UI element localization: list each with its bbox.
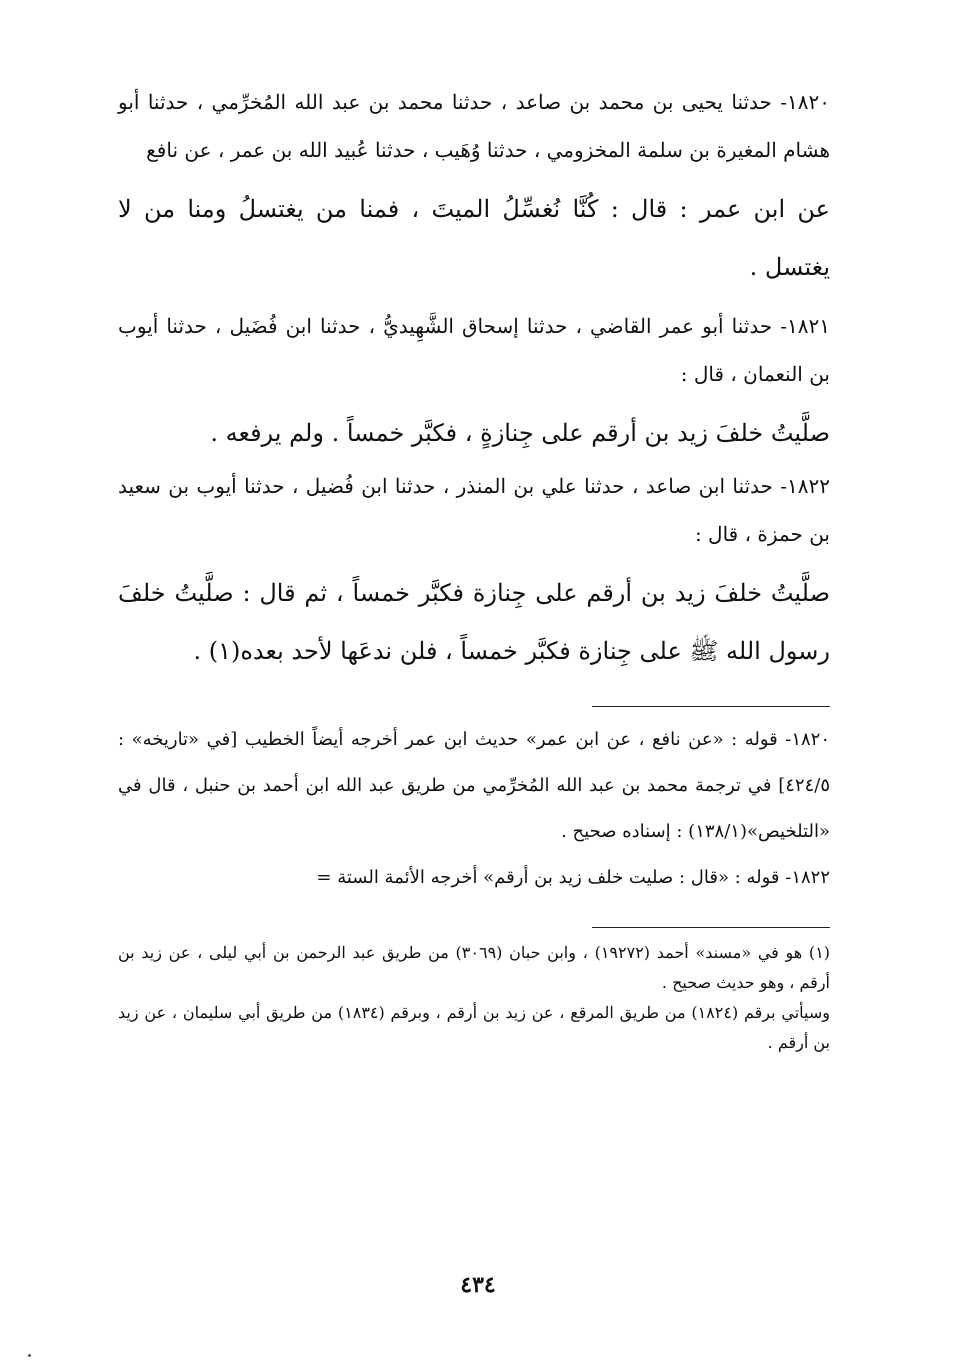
book-page [118,78,830,1058]
hadith-1820-isnad: ١٨٢٠- حدثنا يحيى بن محمد بن صاعد ، حدثنا محمد بن عبد الله المُخرِّمي ، حدثنا أبو هشام المغيرة بن سلمة المخزومي ، حدثنا وُهَيب ، حدثنا عُبيد الله بن عمر ، عن نافع [118,90,830,162]
hadith-1822-matn: صلَّيتُ خلفَ زيد بن أرقم على جِنازة فكبَّر خمساً ، ثم قال : صلَّيتُ خلفَ رسول الله ﷺ على جِنازة فكبَّر خمساً ، فلن ندعَها لأحد بعده(١) . [118,579,830,665]
hadith-1821-isnad: ١٨٢١- حدثنا أبو عمر القاضي ، حدثنا إسحاق الشَّهِيديُّ ، حدثنا ابن فُضَيل ، حدثنا أيوب بن النعمان ، قال : [118,314,830,386]
hadith-1820-matn: عن ابن عمر : قال : كُنَّا نُغسِّلُ الميتَ ، فمنا من يغتسلُ ومنا من لا يغتسل . [118,195,830,281]
commentary-1820: ١٨٢٠- قوله : «عن نافع ، عن ابن عمر» حديث ابن عمر أخرجه أيضاً الخطيب [في «تاريخه» : ٤٢٤/٥] في ترجمة محمد بن عبد الله المُخرِّمي من طريق عبد الله ابن أحمد بن حنبل ، قال في «التلخيص»(١٣٨/١) : إسناده صحيح . [118,729,831,842]
footnote-1: (١) هو في «مسند» أحمد (١٩٢٧٢) ، وابن حبان (٣٠٦٩) من طريق عبد الرحمن بن أبي ليلى ، عن زيد بن أرقم ، وهو حديث صحيح . [118,943,831,992]
hadith-1821-matn: صلَّيتُ خلفَ زيد بن أرقم على جِنازةٍ ، فكبَّر خمساً . ولم يرفعه . [210,419,830,447]
commentary-1822: ١٨٢٢- قوله : «قال : صليت خلف زيد بن أرقم» أخرجه الأئمة الستة = [316,867,830,888]
footnote-1-continuation: وسيأتي برقم (١٨٢٤) من طريق المرقع ، عن زيد بن أرقم ، وبرقم (١٨٣٤) من طريق أبي سليمان ، عن زيد بن أرقم . [118,1003,831,1052]
page-number: ٤٣٤ [460,1272,496,1298]
margin-speck [28,1354,31,1357]
hadith-1822-isnad: ١٨٢٢- حدثنا ابن صاعد ، حدثنا علي بن المنذر ، حدثنا ابن فُضيل ، حدثنا أيوب بن سعيد بن حمزة ، قال : [118,474,830,546]
